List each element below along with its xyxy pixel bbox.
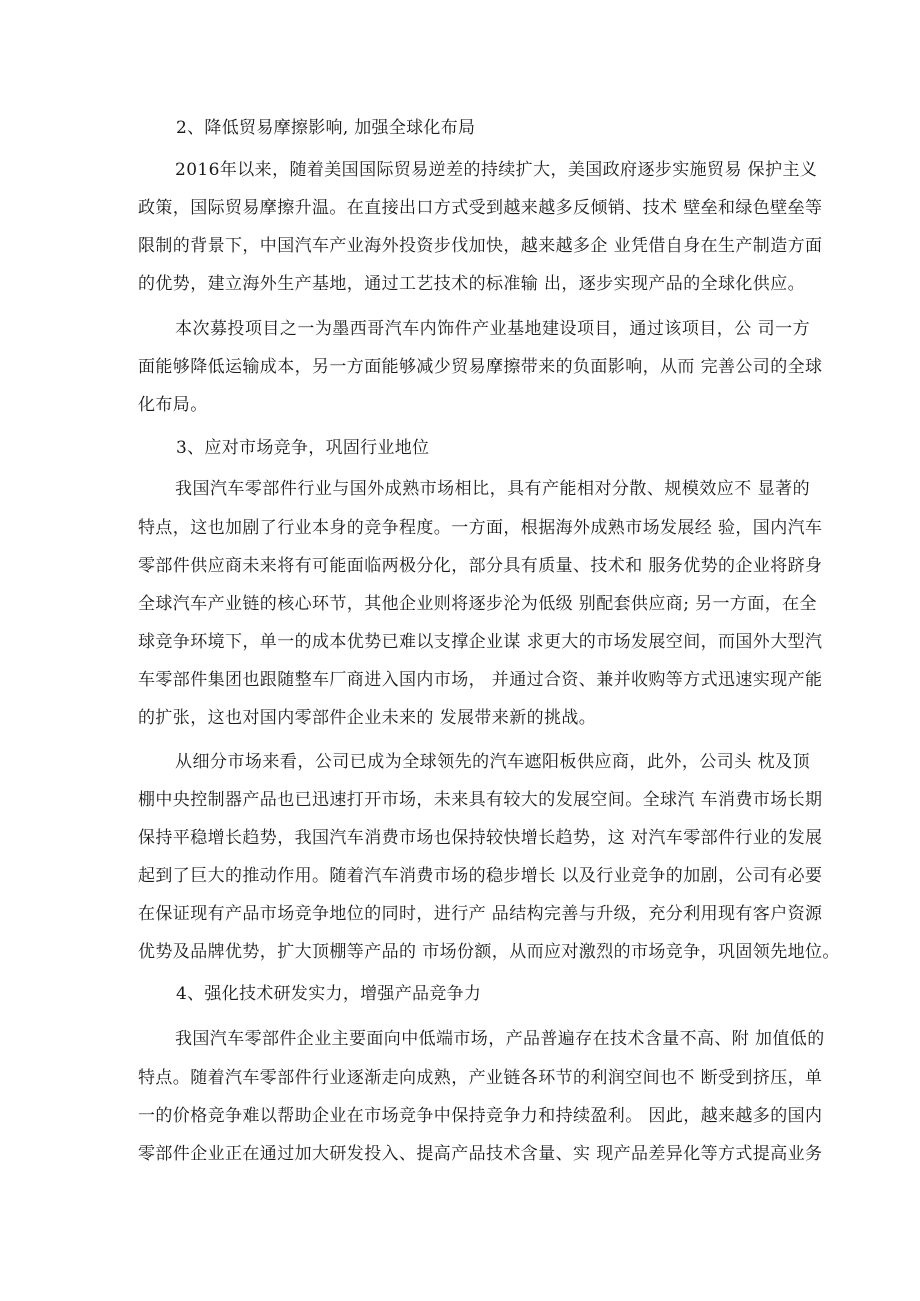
paragraph-line: 化布局。 [138,395,208,415]
paragraph-line: 特点，这也加剧了行业本身的竞争程度。一方面，根据海外成熟市场发展经 验，国内汽车 [138,518,823,538]
section-heading-4: 4、强化技术研发实力，增强产品竞争力 [176,984,482,1004]
paragraph-line: 在保证现有产品市场竞争地位的同时，进行产 品结构完善与升级，充分利用现有客户资源 [138,904,823,924]
paragraph-line: 优势及品牌优势，扩大顶棚等产品的 市场份额，从而应对激烈的市场竞争，巩固领先地位。 [138,942,840,962]
paragraph-line: 限制的背景下，中国汽车产业海外投资步伐加快，越来越多企 业凭借自身在生产制造方面 [138,236,823,256]
paragraph-line: 保持平稳增长趋势，我国汽车消费市场也保持较快增长趋势，这 对汽车零部件行业的发展 [138,828,823,848]
paragraph-line: 起到了巨大的推动作用。随着汽车消费市场的稳步增长 以及行业竞争的加剧，公司有必要 [138,866,823,886]
paragraph-line: 零部件企业正在通过加大研发投入、提高产品技术含量、实 现产品差异化等方式提高业务 [138,1144,823,1164]
paragraph-line: 面能够降低运输成本，另一方面能够减少贸易摩擦带来的负面影响，从而 完善公司的全球 [138,357,823,377]
paragraph-line: 的优势，建立海外生产基地，通过工艺技术的标准输 出，逐步实现产品的全球化供应。 [138,274,806,294]
paragraph-line: 2016年以来，随着美国国际贸易逆差的持续扩大，美国政府逐步实施贸易 保护主义 [175,160,818,180]
paragraph-line: 一的价格竞争难以帮助企业在市场竞争中保持竞争力和持续盈利。 因此，越来越多的国内 [138,1106,823,1126]
paragraph-line: 全球汽车产业链的核心环节，其他企业则将逐步沦为低级 别配套供应商; 另一方面，在全 [138,594,817,614]
section-heading-2: 2、降低贸易摩擦影响, 加强全球化布局 [176,118,476,138]
paragraph-line: 车零部件集团也跟随整车厂商进入国内市场， 并通过合资、兼并收购等方式迅速实现产能 [138,670,823,690]
paragraph-line: 零部件供应商未来将有可能面临两极分化，部分具有质量、技术和 服务优势的企业将跻身 [138,556,823,576]
paragraph-line: 政策，国际贸易摩擦升温。在直接出口方式受到越来越多反倾销、技术 壁垒和绿色壁垒等 [138,198,823,218]
paragraph-line: 我国汽车零部件行业与国外成熟市场相比，具有产能相对分散、规模效应不 显著的 [175,479,810,499]
section-heading-3: 3、应对市场竞争，巩固行业地位 [176,438,430,458]
paragraph-line: 我国汽车零部件企业主要面向中低端市场，产品普遍存在技术含量不高、附 加值低的 [175,1029,825,1049]
paragraph-line: 球竞争环境下，单一的成本优势已难以支撑企业谋 求更大的市场发展空间，而国外大型汽 [138,632,823,652]
paragraph-line: 特点。随着汽车零部件行业逐渐走向成熟，产业链各环节的利润空间也不 断受到挤压，单 [138,1068,823,1088]
paragraph-line: 棚中央控制器产品也已迅速打开市场，未来具有较大的发展空间。全球汽 车消费市场长期 [138,790,823,810]
paragraph-line: 本次募投项目之一为墨西哥汽车内饰件产业基地建设项目，通过该项目，公 司一方 [175,319,810,339]
paragraph-line: 从细分市场来看，公司已成为全球领先的汽车遮阳板供应商，此外，公司头 枕及顶 [175,752,810,772]
paragraph-line: 的扩张，这也对国内零部件企业未来的 发展带来新的挑战。 [138,708,597,728]
